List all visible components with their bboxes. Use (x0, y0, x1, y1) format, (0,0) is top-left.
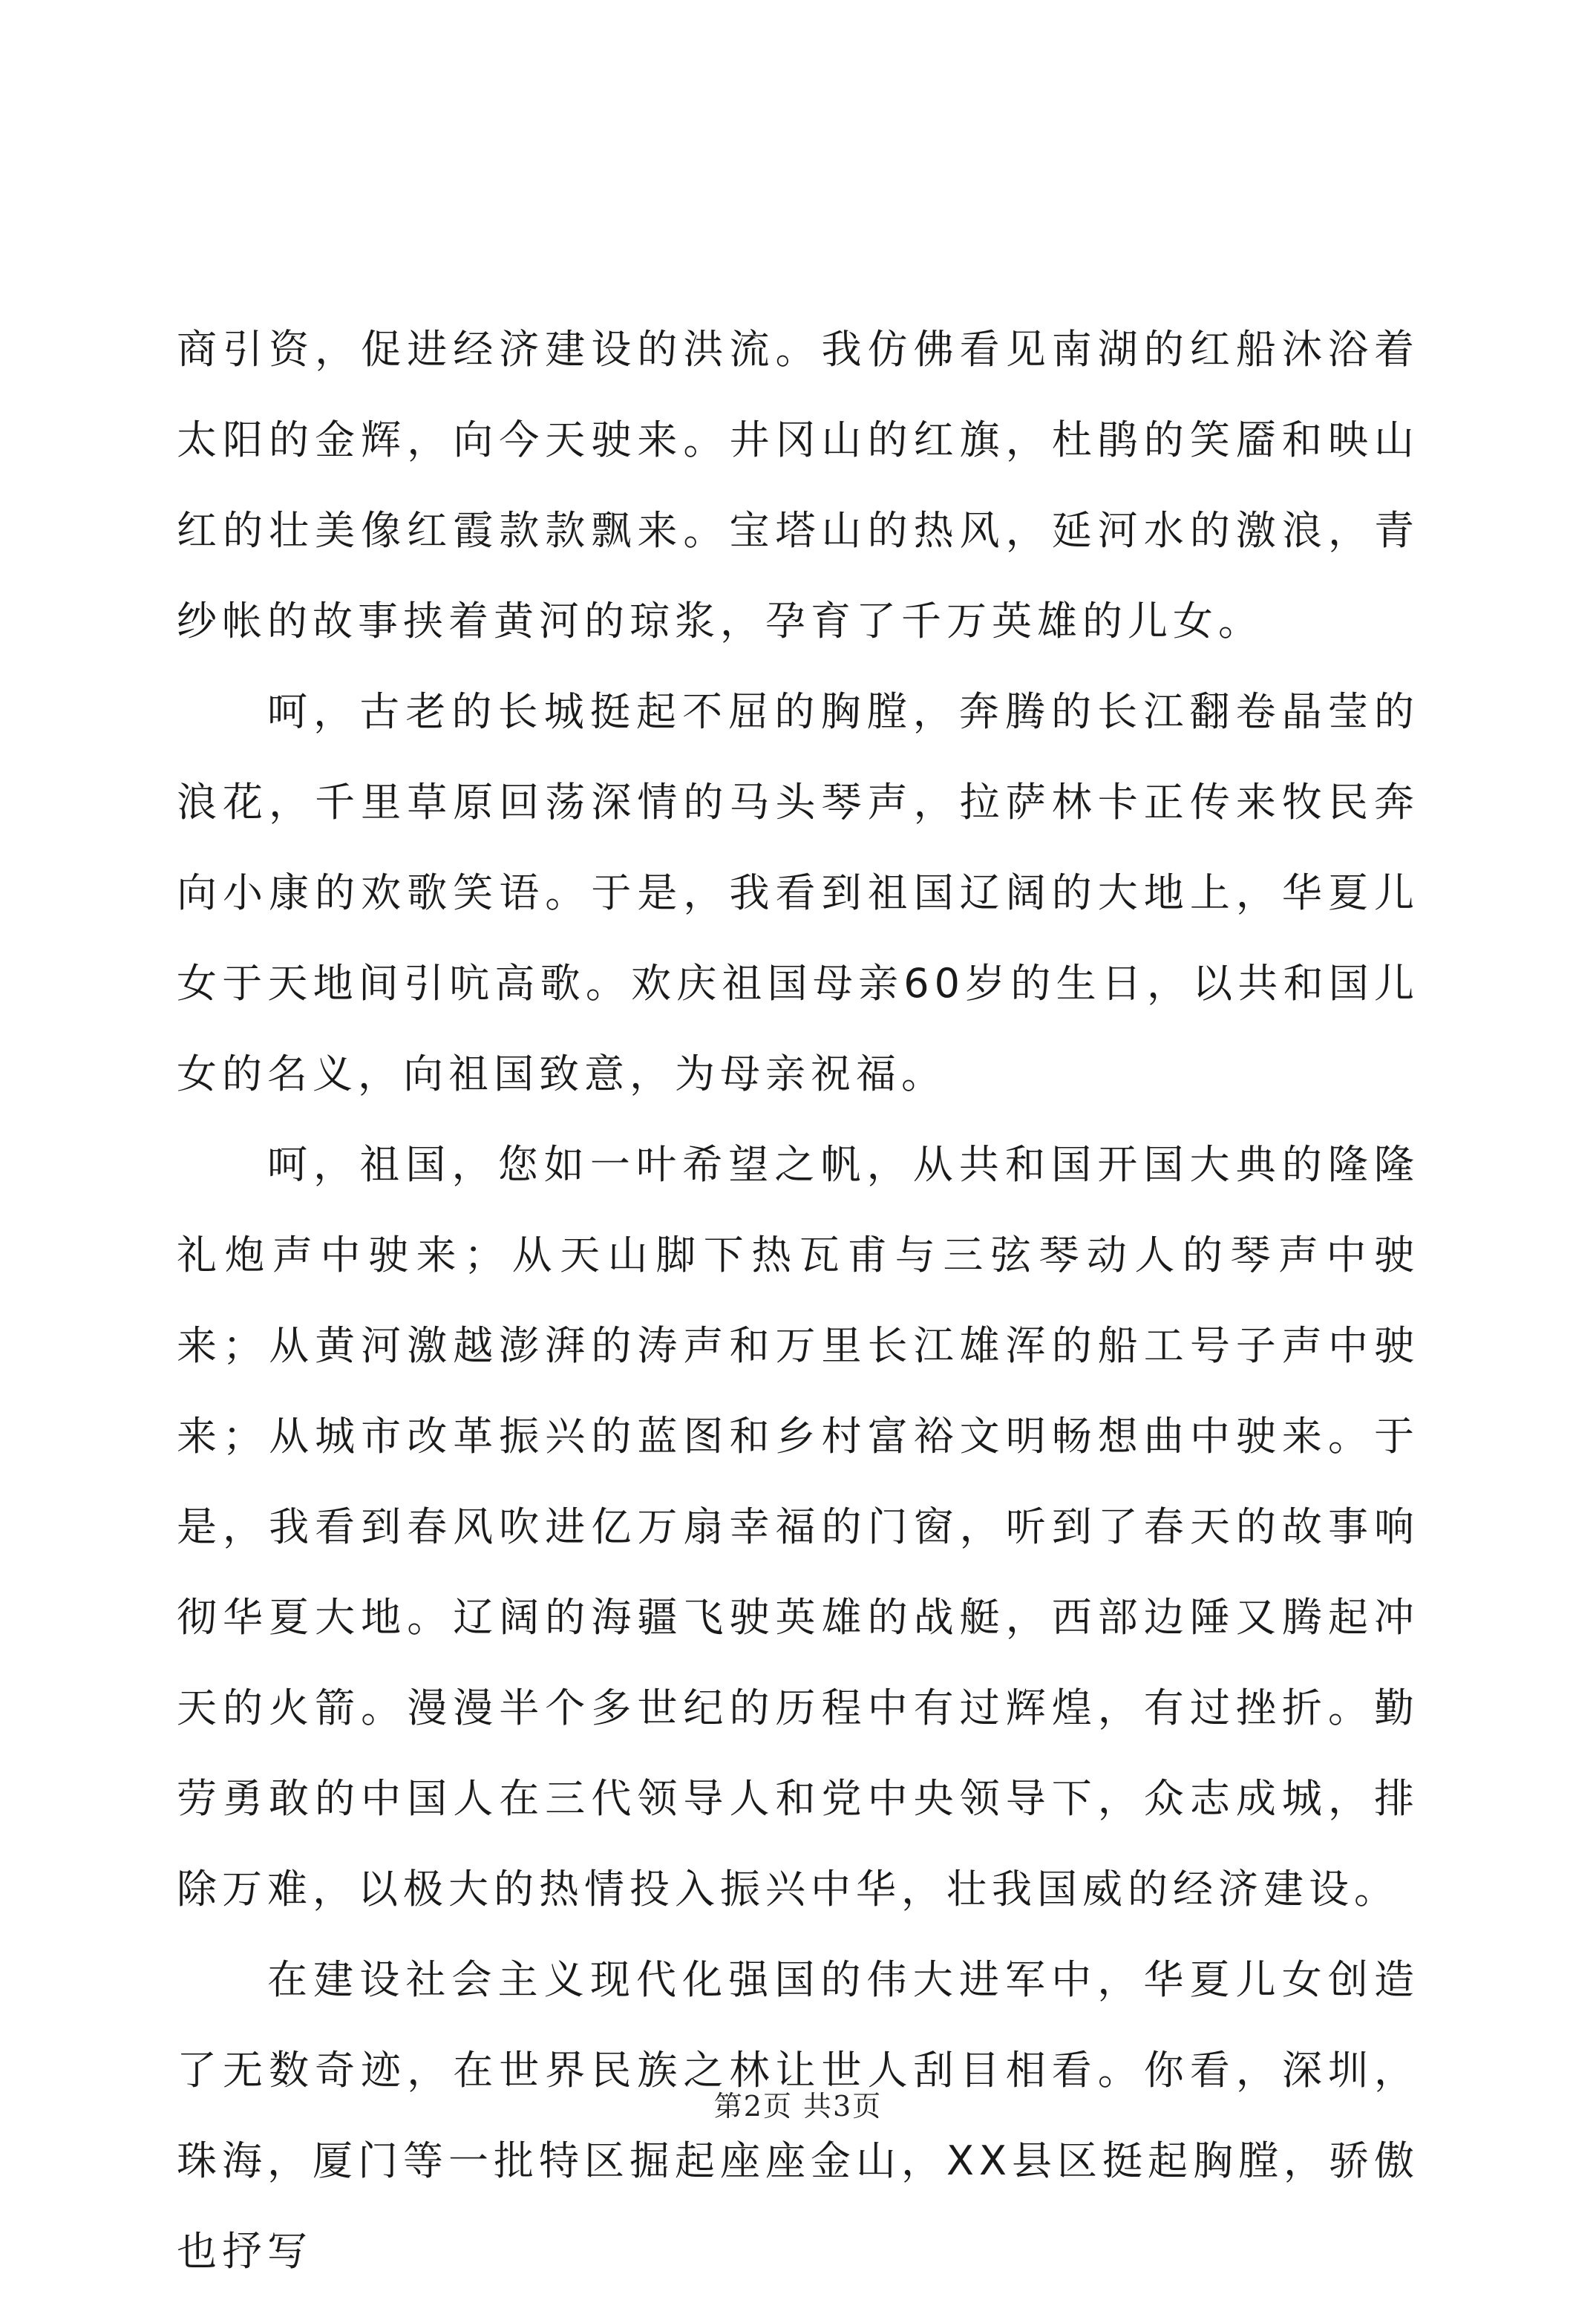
page-number-footer: 第2页 共3页 (713, 2090, 883, 2123)
paragraph-4: 在建设社会主义现代化强国的伟大进军中，华夏儿女创造了无数奇迹，在世界民族之林让世人刮目相看。你看，深圳，珠海，厦门等一批特区掘起座座金山，XX县区挺起胸膛，骄傲也抒写 (177, 1956, 1419, 2275)
paragraph-2: 呵，古老的长城挺起不屈的胸膛，奔腾的长江翻卷晶莹的浪花，千里草原回荡深情的马头琴声，拉萨林卡正传来牧民奔向小康的欢歌笑语。于是，我看到祖国辽阔的大地上，华夏儿女于天地间引吭高歌。欢庆祖国母亲60岁的生日，以共和国儿女的名义，向祖国致意，为母亲祝福。 (177, 688, 1419, 1097)
document-body (177, 304, 1419, 2297)
paragraph-1: 商引资，促进经济建设的洪流。我仿佛看见南湖的红船沐浴着太阳的金辉，向今天驶来。井冈山的红旗，杜鹃的笑靥和映山红的壮美像红霞款款飘来。宝塔山的热风，延河水的激浪，青纱帐的故事挟着黄河的琼浆，孕育了千万英雄的儿女。 (177, 326, 1419, 644)
paragraph-3: 呵，祖国，您如一叶希望之帆，从共和国开国大典的隆隆礼炮声中驶来；从天山脚下热瓦甫与三弦琴动人的琴声中驶来；从黄河激越澎湃的涛声和万里长江雄浑的船工号子声中驶来；从城市改革振兴的蓝图和乡村富裕文明畅想曲中驶来。于是，我看到春风吹进亿万扇幸福的门窗，听到了春天的故事响彻华夏大地。辽阔的海疆飞驶英雄的战艇，西部边陲又腾起冲天的火箭。漫漫半个多世纪的历程中有过辉煌，有过挫折。勤劳勇敢的中国人在三代领导人和党中央领导下，众志成城，排除万难，以极大的热情投入振兴中华，壮我国威的经济建设。 (177, 1141, 1419, 1912)
